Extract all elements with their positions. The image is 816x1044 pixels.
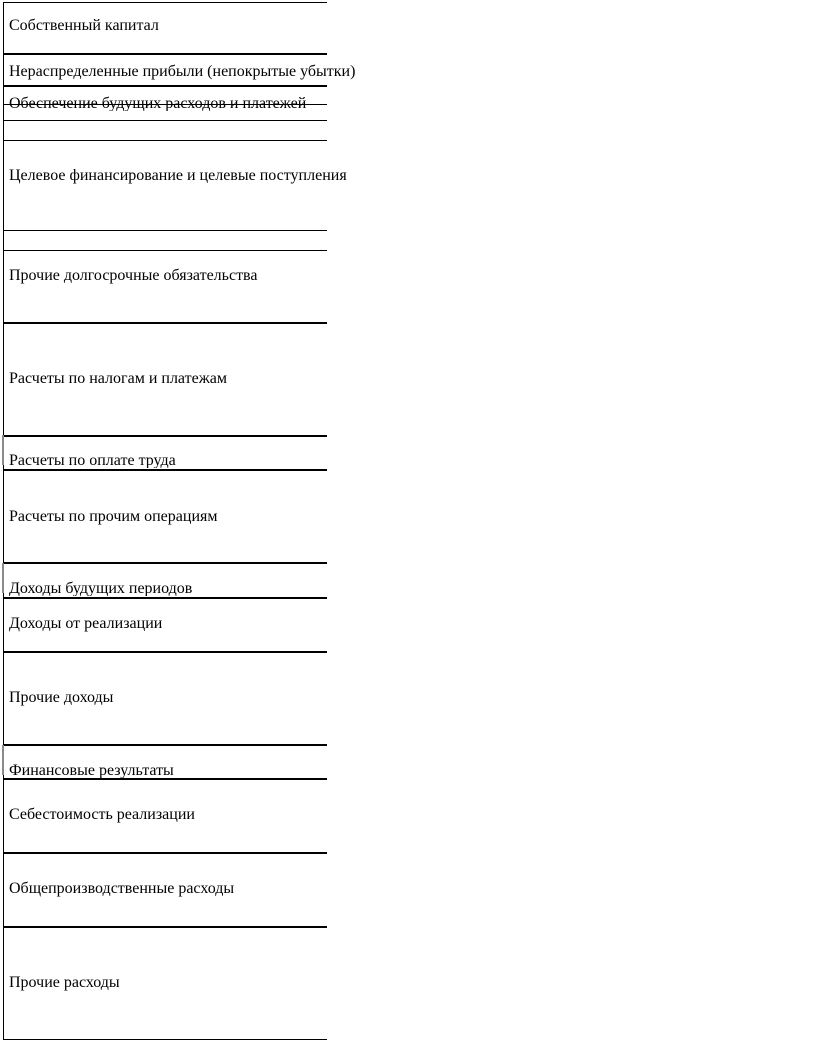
row-divider [3,230,327,231]
row-divider [3,53,327,55]
scan-mark [2,563,4,593]
scan-mark [2,745,4,775]
row-label-target-financing: Целевое финансирование и целевые поступления [9,167,347,184]
row-label-other-settlements: Расчеты по прочим операциям [9,508,218,525]
table-left-border [3,2,4,1040]
row-divider [3,852,327,854]
row-divider [3,322,327,324]
row-divider [3,120,327,121]
row-label-other-long-term-liabilities: Прочие долгосрочные обязательства [9,267,258,284]
row-divider [3,778,327,780]
row-label-tax-settlements: Расчеты по налогам и платежам [9,370,227,387]
row-divider [3,744,327,746]
row-label-cost-of-sales: Себестоимость реализации [9,806,195,823]
row-divider [3,469,327,471]
scan-mark [2,435,4,465]
row-divider [3,250,327,251]
row-label-sales-income: Доходы от реализации [9,615,163,632]
row-label-retained-earnings: Нераспределенные прибыли (непокрытые убытки) [9,63,356,80]
row-label-future-expense-provision: Обеспечение будущих расходов и платежей [9,95,307,111]
row-label-overhead-expenses: Общепроизводственные расходы [9,880,235,897]
row-divider [3,926,327,928]
row-label-payroll-settlements: Расчеты по оплате труда [9,452,176,468]
row-label-other-expenses: Прочие расходы [9,974,120,991]
row-divider [3,562,327,564]
row-label-financial-results: Финансовые результаты [9,762,174,778]
row-divider [3,435,327,437]
row-divider [3,2,327,3]
row-divider [3,1039,327,1040]
row-label-other-income: Прочие доходы [9,689,114,706]
row-divider [3,597,327,599]
row-divider [3,85,327,87]
row-divider [3,140,327,141]
row-divider [3,651,327,653]
row-label-deferred-income: Доходы будущих периодов [9,580,193,596]
row-label-own-capital: Собственный капитал [9,17,159,34]
